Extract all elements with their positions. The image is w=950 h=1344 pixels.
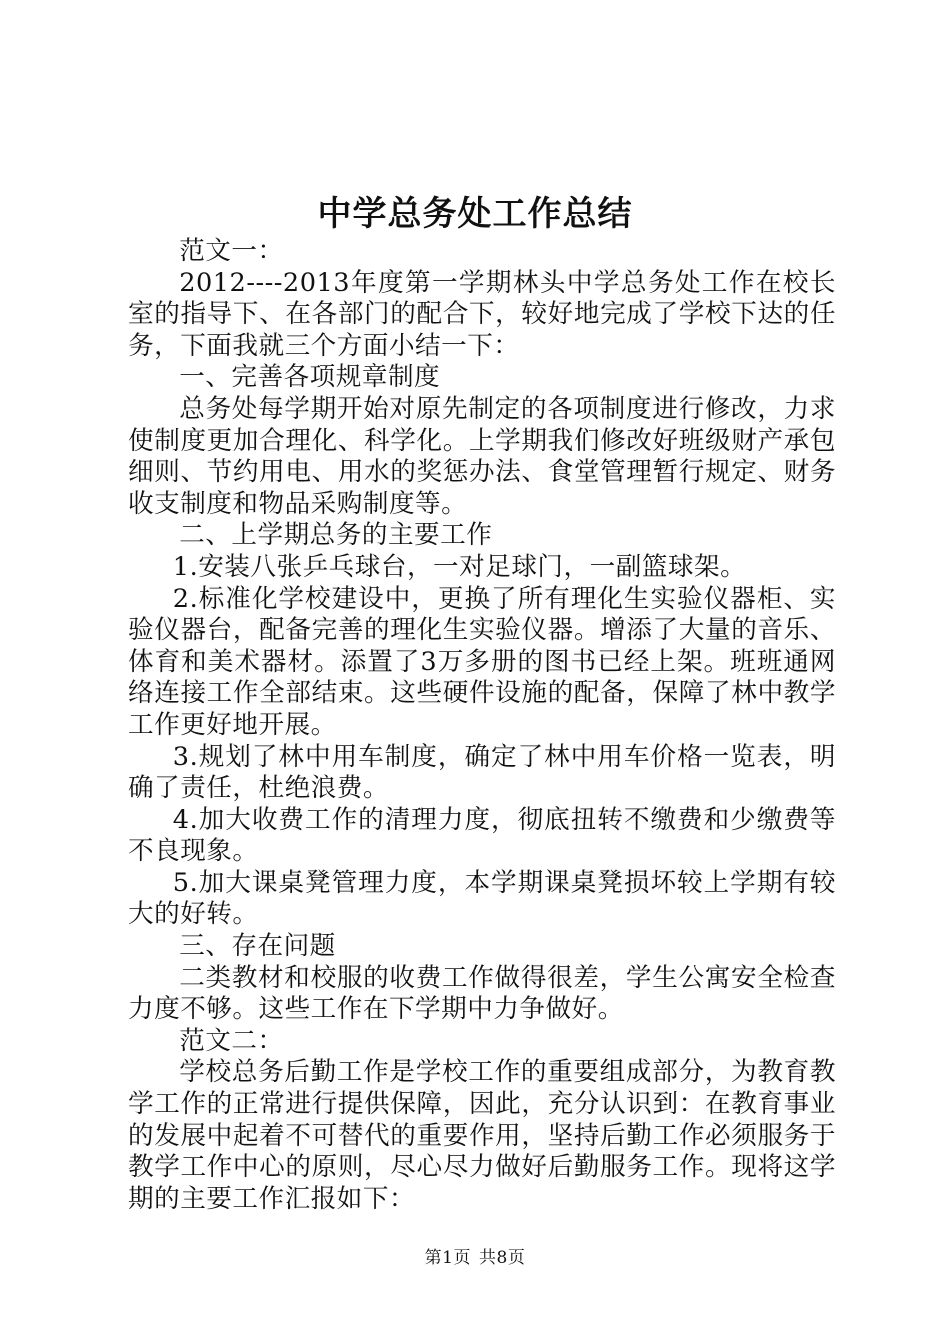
list-item-4: 4.加大收费工作的清理力度，彻底扭转不缴费和少缴费等不良现象。: [128, 804, 836, 867]
page-number: 第1页: [424, 1248, 471, 1268]
document-title: 中学总务处工作总结: [317, 194, 633, 234]
paragraph-sample-two-label: 范文二：: [179, 1025, 284, 1056]
list-item-1: 1.安装八张乒乓球台，一对足球门，一副篮球架。: [172, 551, 747, 582]
paragraph-intro: 2012----2013年度第一学期林头中学总务处工作在校长室的指导下、在各部门的配合下，较好地完成了学校下达的任务，下面我就三个方面小结一下：: [128, 267, 836, 361]
list-item-5: 5.加大课桌凳管理力度，本学期课桌凳损坏较上学期有较大的好转。: [128, 867, 836, 930]
list-item-2: 2.标准化学校建设中，更换了所有理化生实验仪器柜、实验仪器台，配备完善的理化生实验仪器。增添了大量的音乐、体育和美术器材。添置了3万多册的图书已经上架。班班通网络连接工作全部结束。这些硬件设施的配备，保障了林中教学工作更好地开展。: [128, 583, 836, 740]
section-heading-2: 二、上学期总务的主要工作: [179, 520, 493, 551]
page-total: 共8页: [479, 1248, 526, 1268]
paragraph-sample-one-label: 范文一：: [179, 236, 284, 266]
list-item-3: 3.规划了林中用车制度，确定了林中用车价格一览表，明确了责任，杜绝浪费。: [128, 741, 836, 804]
page-footer: [0, 1243, 950, 1268]
paragraph-sample-two-intro: 学校总务后勤工作是学校工作的重要组成部分，为教育教学工作的正常进行提供保障，因此，充分认识到：在教育事业的发展中起着不可替代的重要作用，坚持后勤工作必须服务于教学工作中心的原则，尽心尽力做好后勤服务工作。现将这学期的主要工作汇报如下：: [128, 1057, 836, 1214]
paragraph-regulations: 总务处每学期开始对原先制定的各项制度进行修改，力求使制度更加合理化、科学化。上学期我们修改好班级财产承包细则、节约用电、用水的奖惩办法、食堂管理暂行规定、财务收支制度和物品采购制度等。: [128, 393, 836, 519]
document-body: [128, 236, 836, 1215]
section-heading-1: 一、完善各项规章制度: [179, 362, 441, 393]
section-heading-3: 三、存在问题: [179, 931, 336, 962]
paragraph-problems: 二类教材和校服的收费工作做得很差，学生公寓安全检查力度不够。这些工作在下学期中力争做好。: [128, 962, 836, 1025]
